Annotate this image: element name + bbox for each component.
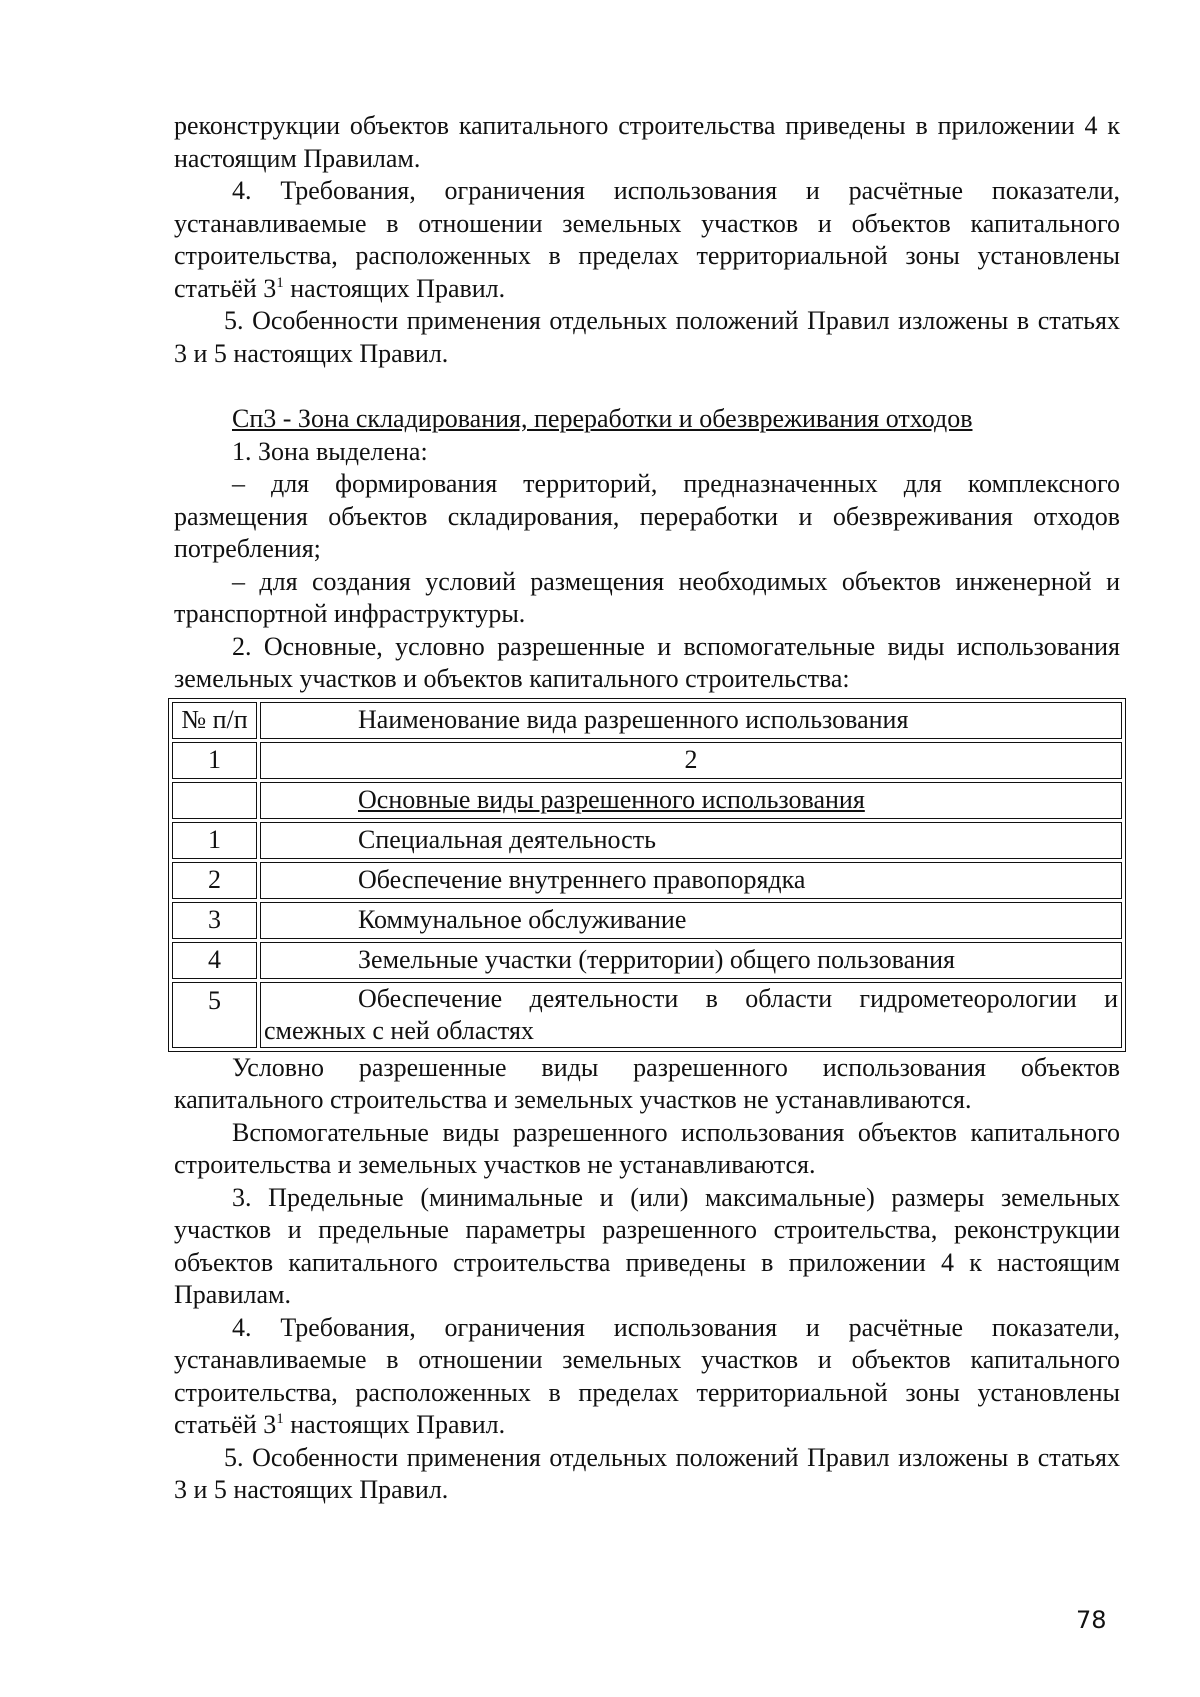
table-row (172, 982, 1122, 1048)
section-title-cell: Основные виды разрешенного использования (260, 782, 1122, 819)
row-num-cell: 5 (172, 982, 257, 1048)
page-number: 78 (1076, 1606, 1107, 1634)
paragraph-requirements: 4. Требования, ограничения использования и расчётные показатели, устанавливаемые в отношении земельных участков и объектов капитального строительства, расположенных в пределах территориальной зоны установлены статьёй $3^1$ настоящих Правил. (174, 176, 1120, 303)
bullet-territories: – для формирования территорий, предназначенных для комплексного размещения объектов складирования, переработки и обезвреживания отходов потребления; (174, 469, 1120, 563)
row-name-cell: Специальная деятельность (260, 822, 1122, 859)
index-num-cell: 1 (172, 742, 257, 779)
section-num-cell (172, 782, 257, 819)
index-name-cell: 2 (260, 742, 1122, 779)
header-name-cell: Наименование вида разрешенного использования (260, 702, 1122, 739)
row-name-cell: Обеспечение деятельности в области гидрометеорологии и смежных с ней областях (260, 982, 1122, 1048)
table-header-row (172, 702, 1122, 739)
table-section-row (172, 782, 1122, 819)
paragraph-requirements: 4. Требования, ограничения использования и расчётные показатели, устанавливаемые в отношении земельных участков и объектов капитального строительства, расположенных в пределах территориальной зоны установлены статьёй $3^1$ настоящих Правил. (174, 1312, 1120, 1439)
row-num-cell: 3 (172, 902, 257, 939)
table-row (172, 862, 1122, 899)
paragraph-continuation: реконструкции объектов капитального строительства приведены в приложении 4 к настоящим Правилам. (174, 111, 1120, 173)
document-page (174, 110, 1120, 1507)
row-num-cell: 4 (172, 942, 257, 979)
paragraph-usage-types: 2. Основные, условно разрешенные и вспомогательные виды использования земельных участков и объектов капитального строительства: (174, 631, 1120, 693)
row-name-cell: Обеспечение внутреннего правопорядка (260, 862, 1122, 899)
paragraph-zone-allocated: 1. Зона выделена: (232, 436, 428, 466)
bullet-infrastructure: – для создания условий размещения необходимых объектов инженерной и транспортной инфраструктуры. (174, 566, 1120, 628)
table-index-row (172, 742, 1122, 779)
paragraph-auxiliary-types: Вспомогательные виды разрешенного использования объектов капитального строительства и земельных участков не устанавливаются. (174, 1117, 1120, 1179)
paragraph-limit-sizes: 3. Предельные (минимальные и (или) максимальные) размеры земельных участков и предельные параметры разрешенного строительства, реконструкции объектов капитального строительства приведены в приложении 4 к настоящим Правилам. (174, 1182, 1120, 1309)
row-name-cell: Земельные участки (территории) общего пользования (260, 942, 1122, 979)
row-num-cell: 1 (172, 822, 257, 859)
paragraph-conditional-types: Условно разрешенные виды разрешенного использования объектов капитального строительства и земельных участков не устанавливаются. (174, 1052, 1120, 1114)
paragraph-features: 5. Особенности применения отдельных положений Правил изложены в статьях 3 и 5 настоящих Правил. (174, 306, 1120, 368)
header-num-cell: № п/п (172, 702, 257, 739)
table-row (172, 942, 1122, 979)
paragraph-features: 5. Особенности применения отдельных положений Правил изложены в статьях 3 и 5 настоящих Правил. (174, 1442, 1120, 1504)
zone-heading: Сп3 - Зона складирования, переработки и обезвреживания отходов (232, 404, 973, 433)
usage-types-table (168, 698, 1126, 1052)
table-row (172, 822, 1122, 859)
row-num-cell: 2 (172, 862, 257, 899)
row-name-cell: Коммунальное обслуживание (260, 902, 1122, 939)
table-row (172, 902, 1122, 939)
